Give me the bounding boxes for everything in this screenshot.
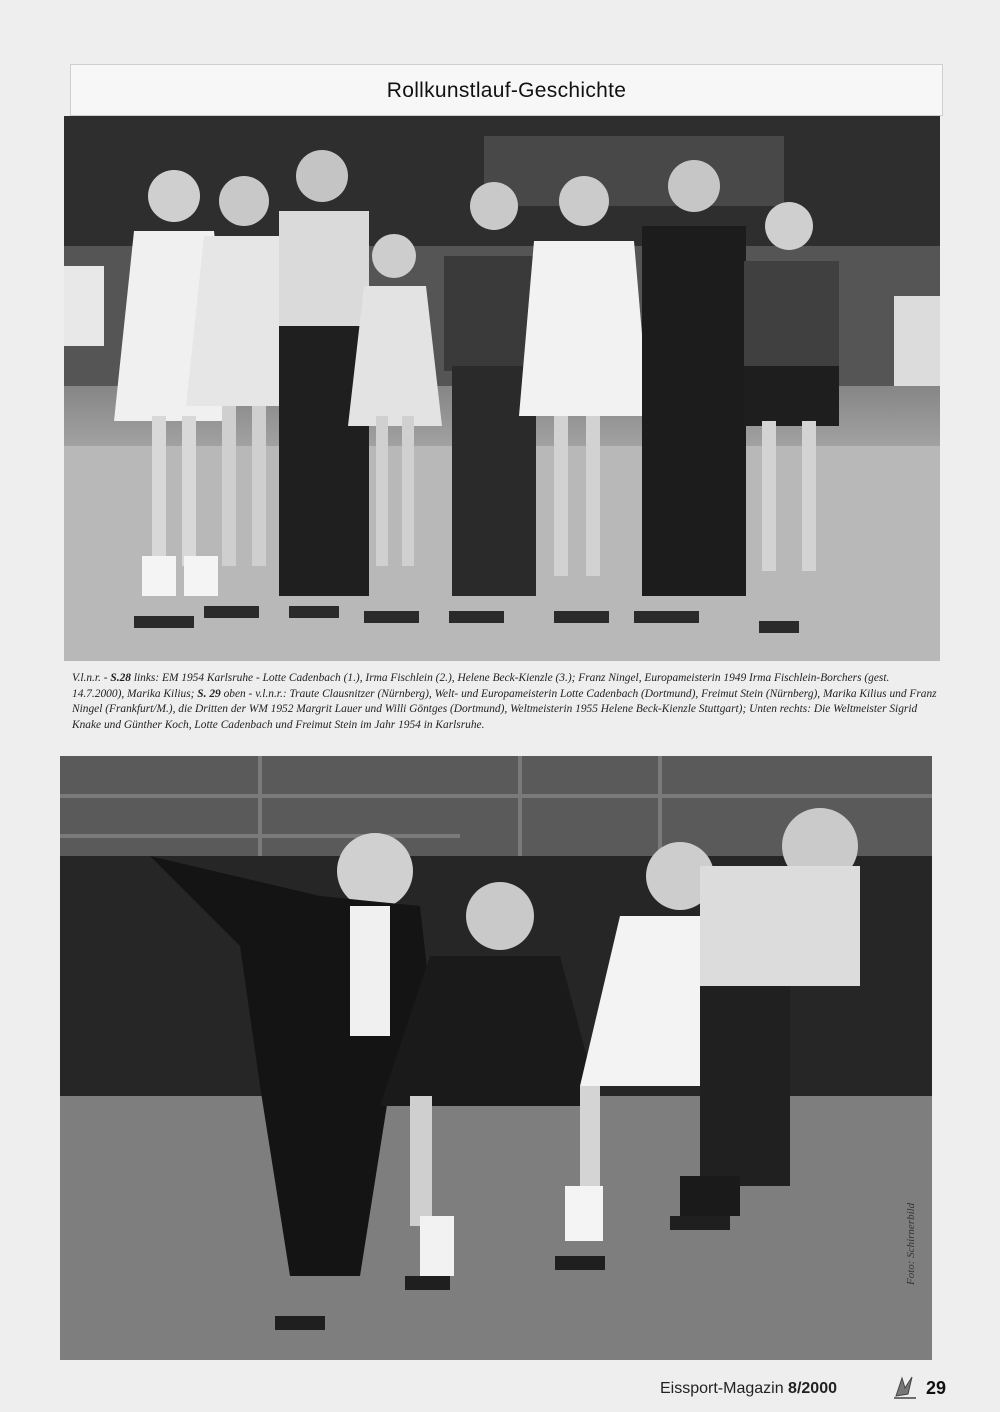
top-photo-illustration [64,116,940,661]
bottom-photo-illustration [60,756,932,1360]
section-header [70,64,943,116]
caption-part-1: V.l.n.r. - [72,672,111,684]
section-title: Rollkunstlauf-Geschichte [386,79,627,102]
footer-issue: 8/2000 [788,1380,837,1397]
footer-magazine-name: Eissport-Magazin [660,1380,789,1397]
caption-part-2: links: EM 1954 Karlsruhe - Lotte Cadenbach (1.), Irma Fischlein (2.), Helene Beck-Kienzle (3.); Franz Ningel, Europameisterin 1949 Irma Fischlein-Borchers (gest. 14.7.2000), Marika Kilius; [72,672,890,700]
caption-page-ref-29: S. 29 [197,687,221,700]
top-photo-skaters-group [64,116,940,661]
photo-caption [72,671,940,733]
bottom-photo-four-skaters [60,756,932,1360]
photo-credit: Foto: Schirnerbild [905,1202,917,1285]
footer-magazine-line [660,1380,837,1398]
skater-logo-icon [892,1374,918,1405]
page-number: 29 [926,1378,947,1398]
caption-page-ref-28: S.28 [110,672,131,684]
page-footer [660,1378,960,1402]
caption-part-3: oben - v.l.n.r.: Traute Clausnitzer (Nürnberg), Welt- und Europameisterin Lotte Cadenbach (Dortmund), Freimut Stein (Nürnberg), Marika Kilius und Franz Ningel (Frankfurt/M.), die Dritten der WM 1952 Margrit Lauer und Willi Göntges (Dortmund), Weltmeisterin 1955 Helene Beck-Kienzle Stuttgart); Unten rechts: Die Weltmeister Sigrid Knake und Günther Koch, Lotte Cadenbach und Freimut Stein im Jahr 1954 in Karlsruhe. [72,687,937,731]
